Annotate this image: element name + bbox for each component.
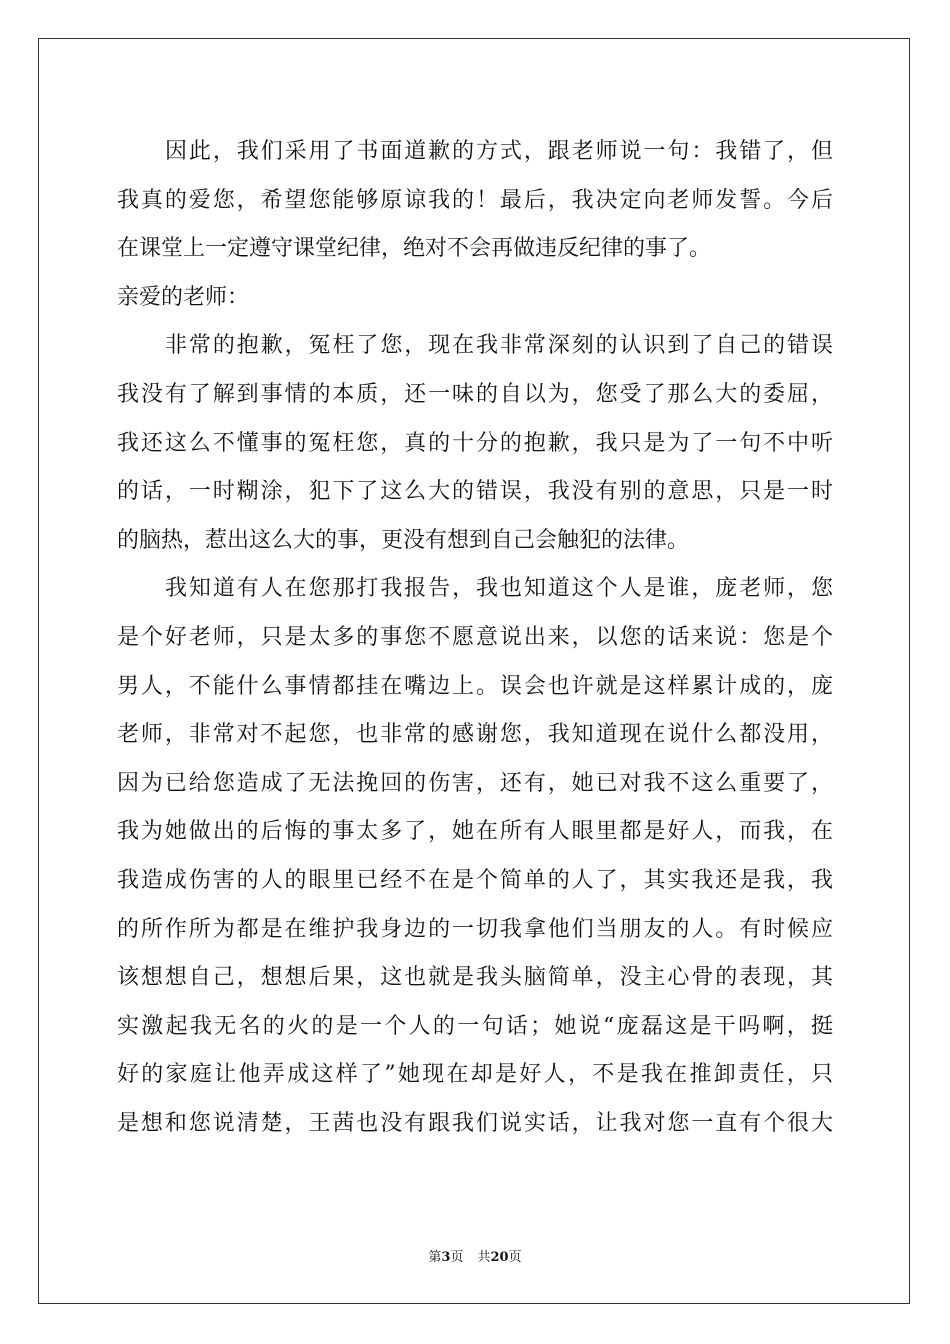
total-suffix: 页 xyxy=(508,1250,522,1265)
page-prefix: 第 xyxy=(428,1250,442,1265)
text-line: 是想和您说清楚，王茜也没有跟我们说实话，让我对您一直有个很大 xyxy=(117,1110,833,1136)
page-number: 3 xyxy=(441,1250,451,1265)
document-body xyxy=(117,128,833,1148)
text-line: 的脑热，惹出这么大的事，更没有想到自己会触犯的法律。 xyxy=(117,527,690,553)
page-footer xyxy=(0,1246,950,1265)
text-line: 老师，非常对不起您，也非常的感谢您，我知道现在说什么都没用， xyxy=(117,722,833,748)
text-line: 是个好老师，只是太多的事您不愿意说出来，以您的话来说：您是个 xyxy=(117,624,833,650)
text-line: 我造成伤害的人的眼里已经不在是个简单的人了，其实我还是我，我 xyxy=(117,867,833,893)
total-prefix: 共 xyxy=(477,1250,491,1265)
text-line: 我还这么不懂事的冤枉您，真的十分的抱歉，我只是为了一句不中听 xyxy=(117,430,833,456)
text-line: 好的家庭让他弄成这样了”她现在却是好人，不是我在推卸责任，只 xyxy=(117,1062,833,1088)
total-pages: 20 xyxy=(490,1250,509,1265)
text-line: 实激起我无名的火的是一个人的一句话；她说“庞磊这是干吗啊，挺 xyxy=(117,1013,833,1039)
page-suffix: 页 xyxy=(450,1250,464,1265)
text-line: 的所作所为都是在维护我身边的一切我拿他们当朋友的人。有时候应 xyxy=(117,916,833,942)
text-line: 非常的抱歉，冤枉了您，现在我非常深刻的认识到了自己的错误 xyxy=(165,333,833,359)
salutation: 亲爱的老师： xyxy=(117,284,250,310)
text-line: 因此，我们采用了书面道歉的方式，跟老师说一句：我错了，但 xyxy=(165,139,833,164)
text-line: 我没有了解到事情的本质，还一味的自以为，您受了那么大的委屈， xyxy=(117,381,833,407)
text-line: 我知道有人在您那打我报告，我也知道这个人是谁，庞老师，您 xyxy=(165,576,833,602)
text-line: 该想想自己，想想后果，这也就是我头脑简单，没主心骨的表现，其 xyxy=(117,965,833,991)
text-line: 的话，一时糊涂，犯下了这么大的错误，我没有别的意思，只是一时 xyxy=(117,479,833,505)
text-line: 我真的爱您，希望您能够原谅我的！最后，我决定向老师发誓。今后 xyxy=(117,187,833,213)
text-line: 男人，不能什么事情都挂在嘴边上。误会也许就是这样累计成的，庞 xyxy=(117,673,833,699)
text-line: 在课堂上一定遵守课堂纪律，绝对不会再做违反纪律的事了。 xyxy=(117,236,712,262)
text-line: 因为已给您造成了无法挽回的伤害，还有，她已对我不这么重要了， xyxy=(117,770,833,796)
text-line: 我为她做出的后悔的事太多了，她在所有人眼里都是好人，而我，在 xyxy=(117,819,833,845)
